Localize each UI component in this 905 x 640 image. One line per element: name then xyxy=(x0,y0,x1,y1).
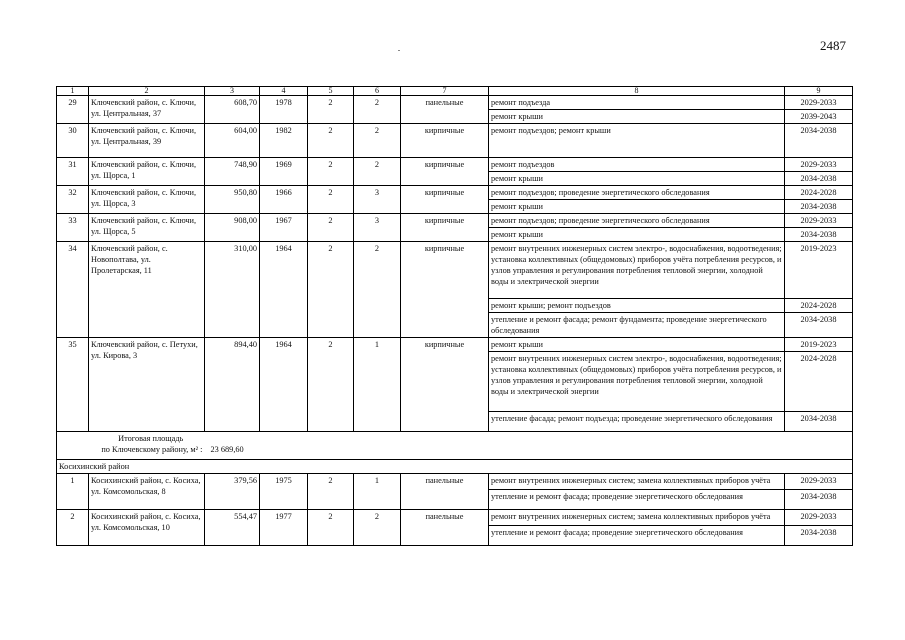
district-heading-row xyxy=(57,460,853,474)
area-cell: 894,40 xyxy=(205,338,260,432)
scan-speck xyxy=(398,50,400,51)
floors-cell: 2 xyxy=(308,510,354,546)
period-cell: 2034-2038 xyxy=(785,526,853,546)
row-number: 35 xyxy=(57,338,89,432)
repair-work-cell: ремонт крыши xyxy=(489,200,785,214)
row-number: 2 xyxy=(57,510,89,546)
row-number: 32 xyxy=(57,186,89,214)
wall-material-cell: кирпичные xyxy=(401,186,489,214)
entrances-cell: 2 xyxy=(354,510,401,546)
period-cell: 2034-2038 xyxy=(785,172,853,186)
area-cell: 748,90 xyxy=(205,158,260,186)
period-cell: 2019-2023 xyxy=(785,338,853,352)
entrances-cell: 1 xyxy=(354,474,401,510)
wall-material-cell: панельные xyxy=(401,510,489,546)
repair-work-cell: ремонт крыши xyxy=(489,110,785,124)
repair-work-cell: ремонт подъездов xyxy=(489,158,785,172)
entrances-cell: 2 xyxy=(354,96,401,124)
column-number-row xyxy=(57,87,853,96)
repair-work-cell: ремонт крыши xyxy=(489,172,785,186)
summary-value-cell xyxy=(205,432,853,460)
address-cell: Ключевский район, с. Ключи, ул. Центральная, 39 xyxy=(89,124,205,158)
area-cell: 608,70 xyxy=(205,96,260,124)
table-row xyxy=(57,214,853,228)
wall-material-cell: панельные xyxy=(401,96,489,124)
summary-label-line2: по Ключевскому району, м² : xyxy=(101,445,203,454)
district-heading: Косихинский район xyxy=(57,460,853,474)
area-cell: 908,00 xyxy=(205,214,260,242)
repair-work-cell: утепление и ремонт фасада; проведение энергетического обследования xyxy=(489,490,785,510)
period-cell: 2034-2038 xyxy=(785,313,853,338)
table-row xyxy=(57,186,853,200)
col-header: 9 xyxy=(785,87,853,96)
repair-work-cell: ремонт крыши xyxy=(489,338,785,352)
col-header: 8 xyxy=(489,87,785,96)
repair-work-cell: ремонт внутренних инженерных систем; замена коллективных приборов учёта xyxy=(489,510,785,526)
col-header: 5 xyxy=(308,87,354,96)
period-cell: 2039-2043 xyxy=(785,110,853,124)
address-cell: Ключевский район, с. Петухи, ул. Кирова, 3 xyxy=(89,338,205,432)
repair-work-cell: ремонт крыши xyxy=(489,228,785,242)
floors-cell: 2 xyxy=(308,186,354,214)
summary-label-line1: Итоговая площадь xyxy=(118,434,184,443)
year-cell: 1964 xyxy=(260,338,308,432)
area-cell: 554,47 xyxy=(205,510,260,546)
area-cell: 379,56 xyxy=(205,474,260,510)
area-cell: 950,80 xyxy=(205,186,260,214)
wall-material-cell: кирпичные xyxy=(401,242,489,338)
repair-work-cell: ремонт подъездов; проведение энергетического обследования xyxy=(489,186,785,200)
year-cell: 1975 xyxy=(260,474,308,510)
repair-work-cell: ремонт подъезда xyxy=(489,96,785,110)
wall-material-cell: панельные xyxy=(401,474,489,510)
period-cell: 2024-2028 xyxy=(785,186,853,200)
repair-work-cell: ремонт подъездов; ремонт крыши xyxy=(489,124,785,158)
repair-work-cell: утепление и ремонт фасада; ремонт фундамента; проведение энергетического обследования xyxy=(489,313,785,338)
floors-cell: 2 xyxy=(308,242,354,338)
repair-work-cell: утепление и ремонт фасада; проведение энергетического обследования xyxy=(489,526,785,546)
floors-cell: 2 xyxy=(308,158,354,186)
period-cell: 2034-2038 xyxy=(785,228,853,242)
summary-row xyxy=(57,432,853,460)
address-cell: Ключевский район, с. Новополтава, ул. Пролетарская, 11 xyxy=(89,242,205,338)
year-cell: 1969 xyxy=(260,158,308,186)
floors-cell: 2 xyxy=(308,124,354,158)
table-row xyxy=(57,510,853,526)
period-cell: 2029-2033 xyxy=(785,158,853,172)
col-header: 3 xyxy=(205,87,260,96)
address-cell: Ключевский район, с. Ключи, ул. Щорса, 5 xyxy=(89,214,205,242)
year-cell: 1964 xyxy=(260,242,308,338)
year-cell: 1977 xyxy=(260,510,308,546)
floors-cell: 2 xyxy=(308,338,354,432)
wall-material-cell: кирпичные xyxy=(401,158,489,186)
area-cell: 604,00 xyxy=(205,124,260,158)
wall-material-cell: кирпичные xyxy=(401,214,489,242)
year-cell: 1966 xyxy=(260,186,308,214)
period-cell: 2034-2038 xyxy=(785,412,853,432)
period-cell: 2024-2028 xyxy=(785,299,853,313)
table-row xyxy=(57,242,853,299)
repair-work-cell: ремонт внутренних инженерных систем электро-, водоснабжения, водоотведения; установка коллективных (общедомовых) приборов учёта потребления ресурсов, и узлов управления и регулирования потребления тепловой энергии, холодной воды и электрической энергии xyxy=(489,242,785,299)
row-number: 31 xyxy=(57,158,89,186)
row-number: 30 xyxy=(57,124,89,158)
entrances-cell: 2 xyxy=(354,124,401,158)
entrances-cell: 3 xyxy=(354,214,401,242)
wall-material-cell: кирпичные xyxy=(401,124,489,158)
repair-work-cell: ремонт крыши; ремонт подъездов xyxy=(489,299,785,313)
page-number: 2487 xyxy=(820,38,846,53)
entrances-cell: 2 xyxy=(354,242,401,338)
period-cell: 2029-2033 xyxy=(785,214,853,228)
address-cell: Ключевский район, с. Ключи, ул. Центральная, 37 xyxy=(89,96,205,124)
address-cell: Ключевский район, с. Ключи, ул. Щорса, 3 xyxy=(89,186,205,214)
entrances-cell: 3 xyxy=(354,186,401,214)
address-cell: Косихинский район, с. Косиха, ул. Комсомольская, 8 xyxy=(89,474,205,510)
wall-material-cell: кирпичные xyxy=(401,338,489,432)
housing-repair-table xyxy=(56,86,853,546)
table-row xyxy=(57,124,853,158)
entrances-cell: 1 xyxy=(354,338,401,432)
col-header: 7 xyxy=(401,87,489,96)
year-cell: 1978 xyxy=(260,96,308,124)
table-row xyxy=(57,338,853,352)
area-cell: 310,00 xyxy=(205,242,260,338)
table-row xyxy=(57,96,853,110)
period-cell: 2024-2028 xyxy=(785,352,853,412)
period-cell: 2034-2038 xyxy=(785,490,853,510)
col-header: 6 xyxy=(354,87,401,96)
col-header: 4 xyxy=(260,87,308,96)
address-cell: Ключевский район, с. Ключи, ул. Щорса, 1 xyxy=(89,158,205,186)
table-body xyxy=(57,87,853,546)
row-number: 29 xyxy=(57,96,89,124)
col-header: 2 xyxy=(89,87,205,96)
row-number: 1 xyxy=(57,474,89,510)
address-cell: Косихинский район, с. Косиха, ул. Комсомольская, 10 xyxy=(89,510,205,546)
repair-work-cell: ремонт внутренних инженерных систем; замена коллективных приборов учёта xyxy=(489,474,785,490)
entrances-cell: 2 xyxy=(354,158,401,186)
year-cell: 1967 xyxy=(260,214,308,242)
table-row xyxy=(57,474,853,490)
repair-work-cell: утепление фасада; ремонт подъезда; проведение энергетического обследования xyxy=(489,412,785,432)
row-number: 33 xyxy=(57,214,89,242)
floors-cell: 2 xyxy=(308,214,354,242)
period-cell: 2029-2033 xyxy=(785,96,853,110)
floors-cell: 2 xyxy=(308,474,354,510)
period-cell: 2019-2023 xyxy=(785,242,853,299)
period-cell: 2034-2038 xyxy=(785,124,853,158)
summary-value: 23 689,60 xyxy=(210,445,244,454)
col-header: 1 xyxy=(57,87,89,96)
period-cell: 2029-2033 xyxy=(785,474,853,490)
floors-cell: 2 xyxy=(308,96,354,124)
repair-work-cell: ремонт подъездов; проведение энергетического обследования xyxy=(489,214,785,228)
period-cell: 2029-2033 xyxy=(785,510,853,526)
row-number: 34 xyxy=(57,242,89,338)
summary-label xyxy=(57,432,205,460)
repair-work-cell: ремонт внутренних инженерных систем электро-, водоснабжения, водоотведения; установка коллективных (общедомовых) приборов учёта потребления ресурсов, и узлов управления и регулирования потребления тепловой энергии, холодной воды и электрической энергии xyxy=(489,352,785,412)
table-row xyxy=(57,158,853,172)
period-cell: 2034-2038 xyxy=(785,200,853,214)
year-cell: 1982 xyxy=(260,124,308,158)
